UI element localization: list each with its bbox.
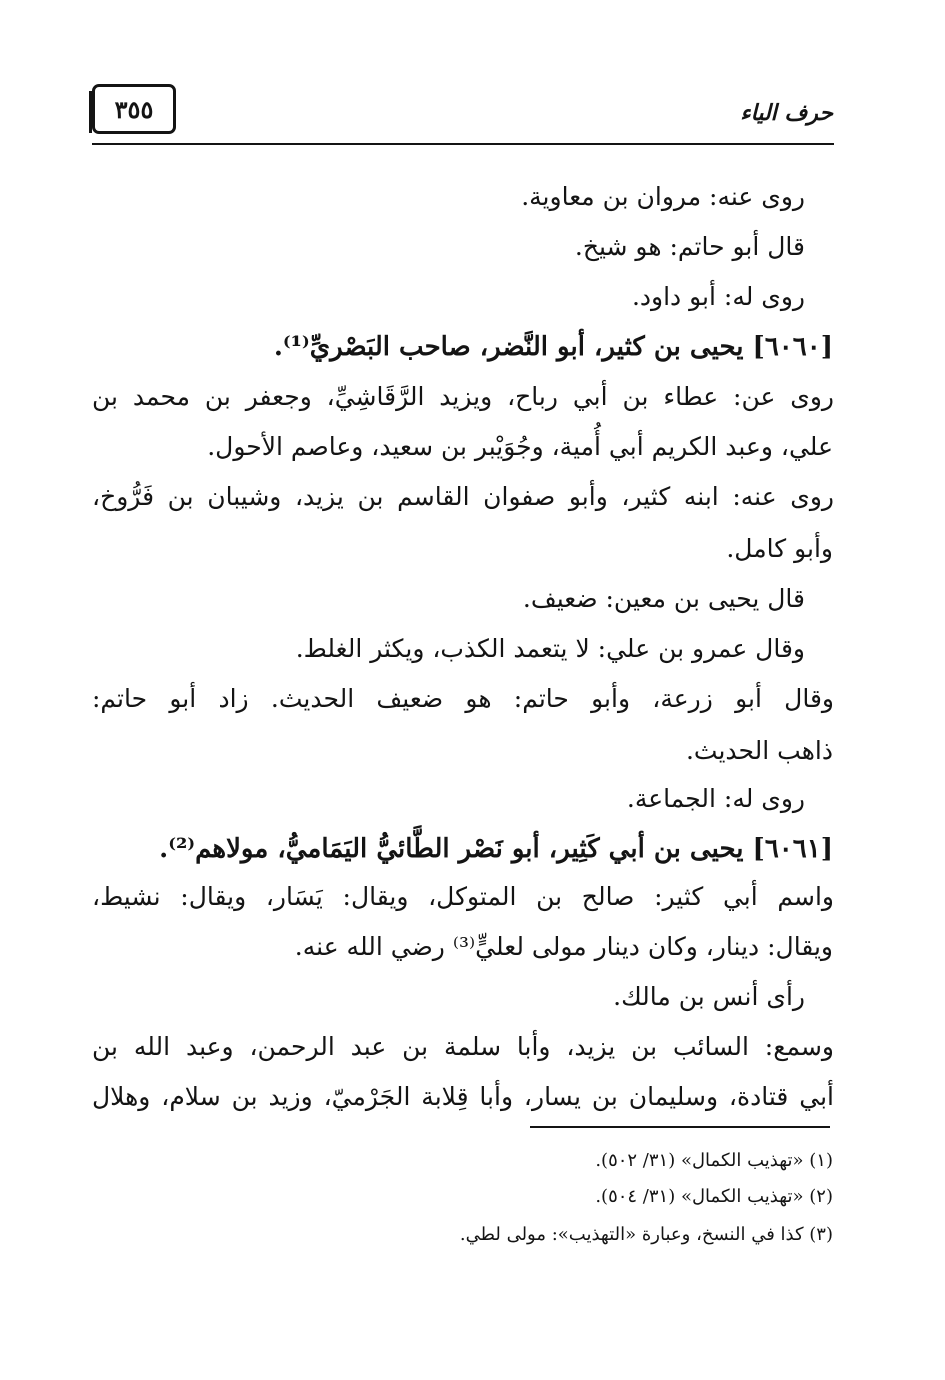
text-line: روى عن: عطاء بن أبي رباح، ويزيد الرَّقَاشِيِّ، وجعفر بن محمد بن <box>92 382 834 411</box>
page-number: ٣٥٥ <box>92 84 176 134</box>
header-divider <box>92 143 834 145</box>
text-line: وقال عمرو بن علي: لا يتعمد الكذب، ويكثر الغلط. <box>295 634 805 663</box>
chapter-title: حرف الياء <box>740 100 833 126</box>
text-line: روى عنه: مروان بن معاوية. <box>521 182 805 211</box>
text-line: وقال أبو زرعة، وأبو حاتم: هو ضعيف الحديث. زاد أبو حاتم: <box>92 684 834 713</box>
text-line: علي، وعبد الكريم أبي أُمية، وجُوَيْبر بن سعيد، وعاصم الأحول. <box>207 432 833 461</box>
text-line: قال يحيى بن معين: ضعيف. <box>522 584 805 613</box>
text-line: وأبو كامل. <box>726 534 833 563</box>
text-line: واسم أبي كثير: صالح بن المتوكل، ويقال: يَسَار، ويقال: نشيط، <box>92 882 834 911</box>
footnote: (٣) كذا في النسخ، وعبارة «التهذيب»: مولى لطي. <box>459 1224 833 1245</box>
text-line: ذاهب الحديث. <box>685 736 833 765</box>
entry-heading: [٦٠٦١] يحيى بن أبي كَثِير، أبو نَصْر الطَّائيُّ اليَمَاميُّ، مولاهم⁽²⁾. <box>159 834 833 864</box>
text-line: روى له: الجماعة. <box>626 784 805 813</box>
text-line: رأى أنس بن مالك. <box>613 982 805 1011</box>
text-line: أبي قتادة، وسليمان بن يسار، وأبا قِلابة الجَرْميّ، وزيد بن سلام، وهلال <box>92 1082 834 1111</box>
entry-heading: [٦٠٦٠] يحيى بن كثير، أبو النَّضر، صاحب البَصْريِّ⁽¹⁾. <box>273 332 833 362</box>
text-line: ويقال: دينار، وكان دينار مولى لعليٍّ⁽³⁾ رضي الله عنه. <box>294 932 833 961</box>
footnote: (٢) «تهذيب الكمال» (٣١/ ٥٠٤). <box>595 1186 833 1207</box>
text-line: روى عنه: ابنه كثير، وأبو صفوان القاسم بن يزيد، وشيبان بن فَرُّوخ، <box>92 482 834 511</box>
footnote: (١) «تهذيب الكمال» (٣١/ ٥٠٢). <box>595 1150 833 1171</box>
text-line: روى له: أبو داود. <box>631 282 805 311</box>
text-line: وسمع: السائب بن يزيد، وأبا سلمة بن عبد الرحمن، وعبد الله بن <box>92 1032 834 1061</box>
footnote-divider <box>530 1126 830 1128</box>
text-line: قال أبو حاتم: هو شيخ. <box>574 232 805 261</box>
